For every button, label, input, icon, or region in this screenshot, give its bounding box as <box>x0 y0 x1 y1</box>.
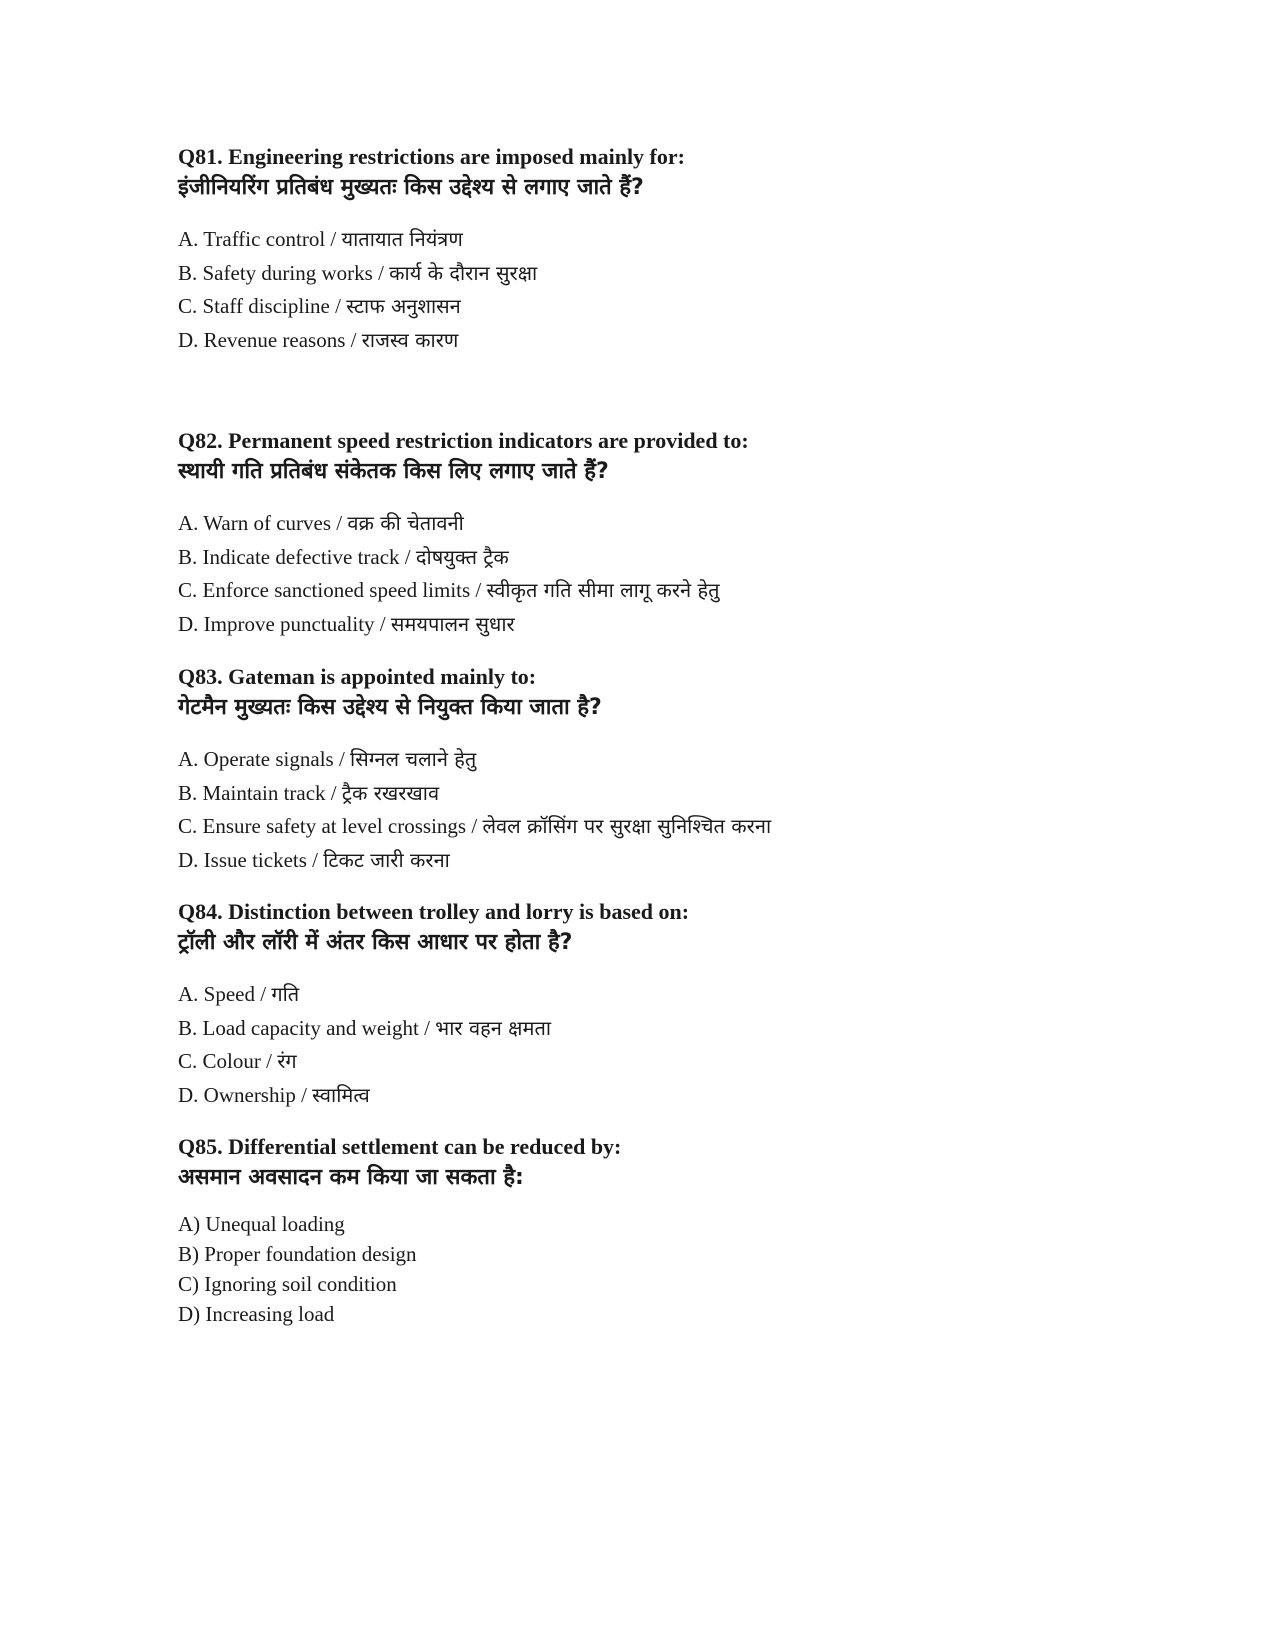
question-text-hi: असमान अवसादन कम किया जा सकता है: <box>178 1165 524 1190</box>
option-b: B. Safety during works / कार्य के दौरान सुरक्षा <box>178 260 538 285</box>
options-list <box>178 507 749 641</box>
option-c: C) Ignoring soil condition <box>178 1272 397 1296</box>
question-text-en: Q83. Gateman is appointed mainly to: <box>178 664 537 689</box>
option-c: C. Enforce sanctioned speed limits / स्वीकृत गति सीमा लागू करने हेतु <box>178 578 720 602</box>
options-list <box>178 743 771 877</box>
question-text-en: Q81. Engineering restrictions are imposed mainly for: <box>178 144 685 169</box>
option-b: B) Proper foundation design <box>178 1242 417 1266</box>
option-c: C. Colour / रंग <box>178 1049 297 1073</box>
options-list <box>178 978 689 1112</box>
question-text-hi: स्थायी गति प्रतिबंध संकेतक किस लिए लगाए जाते हैं? <box>178 459 609 484</box>
question-82 <box>178 427 749 641</box>
question-text-en: Q85. Differential settlement can be reduced by: <box>178 1134 622 1159</box>
question-84 <box>178 898 689 1112</box>
question-text-hi: इंजीनियरिंग प्रतिबंध मुख्यतः किस उद्देश्य से लगाए जाते हैं? <box>178 175 644 200</box>
option-c: C. Ensure safety at level crossings / लेवल क्रॉसिंग पर सुरक्षा सुनिश्चित करना <box>178 814 772 838</box>
options-list <box>178 223 685 357</box>
option-d: D. Improve punctuality / समयपालन सुधार <box>178 611 515 636</box>
question-text-hi: ट्रॉली और लॉरी में अंतर किस आधार पर होता है? <box>178 930 573 955</box>
option-d: D) Increasing load <box>178 1302 335 1326</box>
option-b: B. Maintain track / ट्रैक रखरखाव <box>178 780 440 805</box>
question-text-en: Q82. Permanent speed restriction indicators are provided to: <box>178 428 749 453</box>
question-text-en: Q84. Distinction between trolley and lorry is based on: <box>178 899 690 924</box>
option-d: D. Issue tickets / टिकट जारी करना <box>178 847 450 872</box>
option-a: A. Speed / गति <box>178 982 300 1006</box>
options-list <box>178 1209 621 1329</box>
question-81 <box>178 143 685 357</box>
question-83 <box>178 663 771 877</box>
option-c: C. Staff discipline / स्टाफ अनुशासन <box>178 294 461 318</box>
option-a: A. Warn of curves / वक्र की चेतावनी <box>178 511 464 535</box>
option-a: A) Unequal loading <box>178 1212 345 1236</box>
option-d: D. Ownership / स्वामित्व <box>178 1082 370 1107</box>
option-a: A. Traffic control / यातायात नियंत्रण <box>178 227 463 251</box>
option-b: B. Indicate defective track / दोषयुक्त ट्रैक <box>178 544 509 569</box>
question-text-hi: गेटमैन मुख्यतः किस उद्देश्य से नियुक्त किया जाता है? <box>178 695 602 720</box>
option-a: A. Operate signals / सिग्नल चलाने हेतु <box>178 747 477 771</box>
option-d: D. Revenue reasons / राजस्व कारण <box>178 327 459 352</box>
option-b: B. Load capacity and weight / भार वहन क्षमता <box>178 1015 552 1040</box>
question-85 <box>178 1133 621 1329</box>
